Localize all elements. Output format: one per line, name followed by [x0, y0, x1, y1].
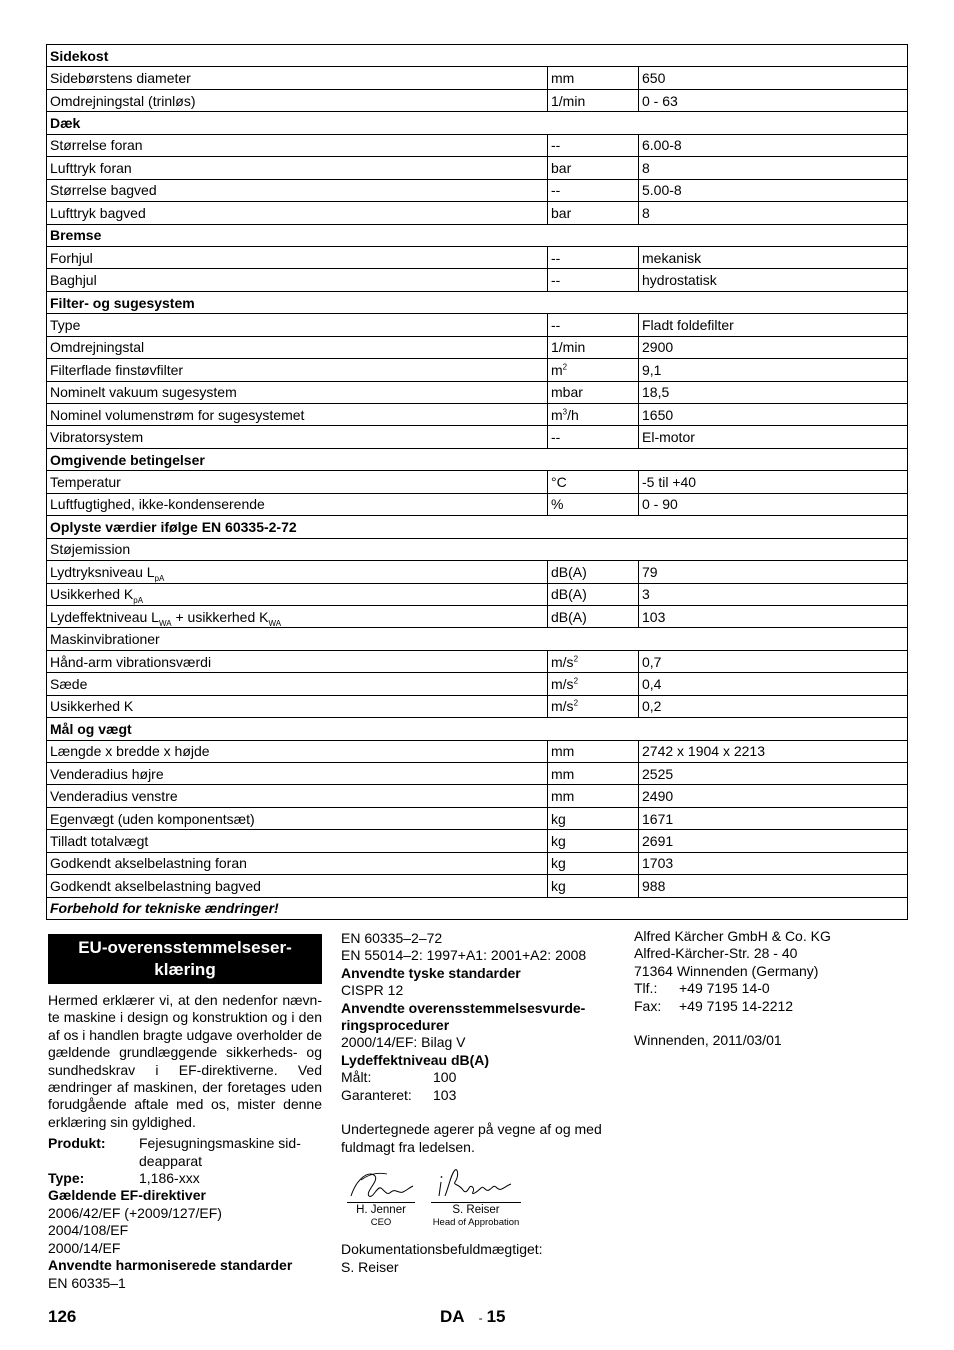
table-row	[47, 179, 908, 201]
cell-unit	[548, 875, 639, 897]
table-row	[47, 763, 908, 785]
cell-unit	[548, 740, 639, 762]
cell-label	[47, 269, 548, 291]
table-row	[47, 269, 908, 291]
cell-unit	[548, 605, 639, 627]
unit-text: mm	[551, 788, 575, 805]
sound-level-heading: Lydeffektniveau dB(A)	[341, 1051, 490, 1068]
declaration-heading: EU-overensstemmelseser-klæring	[48, 934, 322, 984]
table-row	[47, 157, 908, 179]
cell-value: 650	[639, 67, 908, 89]
guaranteed-label: Garanteret:	[341, 1086, 412, 1103]
unit-text: 1/min	[551, 92, 586, 109]
cell-unit	[548, 695, 639, 717]
unit-text: --	[551, 316, 561, 333]
harmonised-item: EN 55014–2: 1997+A1: 2001+A2: 2008	[341, 947, 587, 964]
directive-item: 2000/14/EF	[48, 1239, 121, 1256]
technical-data-table	[46, 44, 908, 920]
label-text: Vibratorsystem	[50, 429, 144, 446]
harmonised-item: EN 60335–2–72	[341, 930, 443, 946]
product-row	[48, 1135, 322, 1170]
table-section-row	[47, 45, 908, 67]
measured-label: Målt:	[341, 1069, 372, 1086]
cell-label	[47, 740, 548, 762]
footer-language-page	[440, 1307, 505, 1328]
label-text: Temperatur	[50, 474, 121, 491]
table-row	[47, 314, 908, 336]
type-value: 1,186-xxx	[139, 1170, 200, 1187]
unit-text: dB(A)	[551, 563, 587, 580]
unit-superscript: 3	[562, 407, 568, 417]
cell-label	[47, 852, 548, 874]
signer1-role: CEO	[370, 1217, 392, 1229]
cell-label	[47, 157, 548, 179]
cell-unit	[548, 202, 639, 224]
cell-value: El-motor	[639, 426, 908, 448]
company-street: Alfred-Kärcher-Str. 28 - 40	[634, 945, 798, 962]
signatures	[341, 1166, 621, 1230]
page-number: 126	[48, 1307, 77, 1326]
label-text: Tilladt totalvægt	[50, 833, 149, 850]
unit-text: m	[551, 406, 563, 423]
section-heading: Omgivende betingelser	[47, 448, 908, 470]
section-heading: Bremse	[47, 224, 908, 246]
cell-unit	[548, 493, 639, 515]
german-standard-item: CISPR 12	[341, 982, 404, 999]
cell-unit	[548, 381, 639, 403]
cell-value: 8	[639, 157, 908, 179]
label-text: Omdrejningstal	[50, 339, 145, 356]
cell-unit	[548, 650, 639, 672]
cell-label	[47, 875, 548, 897]
fax-value: +49 7195 14-2212	[679, 997, 794, 1014]
cell-value: 2900	[639, 336, 908, 358]
footer-dash: -	[478, 1311, 483, 1325]
cell-label	[47, 202, 548, 224]
cell-label	[47, 561, 548, 583]
unit-text: kg	[551, 877, 566, 894]
phone-label: Tlf.:	[634, 980, 658, 997]
cell-unit	[548, 673, 639, 695]
cell-label	[47, 830, 548, 852]
table-row	[47, 359, 908, 381]
table-row	[47, 830, 908, 852]
cell-unit	[548, 404, 639, 426]
table-row	[47, 673, 908, 695]
cell-unit	[548, 157, 639, 179]
section-heading: Dæk	[47, 112, 908, 134]
label-text: + usikkerhed K	[171, 608, 269, 625]
label-text: Egenvægt (uden komponentsæt)	[50, 810, 255, 827]
unit-text: --	[551, 182, 561, 199]
unit-text: m	[551, 361, 563, 378]
label-text: Forhjul	[50, 249, 93, 266]
cell-value: hydrostatisk	[639, 269, 908, 291]
cell-label	[47, 179, 548, 201]
unit-superscript: 2	[573, 653, 579, 663]
unit-text: mm	[551, 70, 575, 87]
cell-value: 6.00-8	[639, 134, 908, 156]
unit-text: --	[551, 429, 561, 446]
table-row	[47, 583, 908, 605]
table-row	[47, 561, 908, 583]
label-text: Venderadius venstre	[50, 788, 178, 805]
table-row	[47, 336, 908, 358]
measured-row	[341, 1069, 621, 1086]
table-section-row	[47, 628, 908, 650]
cell-label	[47, 807, 548, 829]
unit-text: --	[551, 249, 561, 266]
german-standards-heading: Anvendte tyske standarder	[341, 964, 521, 981]
label-text: Lufttryk bagved	[50, 204, 146, 221]
unit-superscript: 2	[573, 698, 579, 708]
table-row	[47, 134, 908, 156]
footer-local-page: 15	[486, 1307, 506, 1326]
cell-value: 8	[639, 202, 908, 224]
unit-text: 1/min	[551, 339, 586, 356]
cell-label	[47, 493, 548, 515]
phone-row	[634, 980, 914, 997]
cell-label	[47, 650, 548, 672]
label-subscript: WA	[268, 618, 282, 628]
table-row	[47, 246, 908, 268]
cell-label	[47, 785, 548, 807]
table-section-row	[47, 448, 908, 470]
cell-value: 3	[639, 583, 908, 605]
section-heading: Filter- og sugesystem	[47, 291, 908, 313]
unit-text: --	[551, 272, 561, 289]
cell-value: 1671	[639, 807, 908, 829]
table-section-row	[47, 718, 908, 740]
label-text: Størrelse foran	[50, 137, 143, 154]
signature-reiser-mark	[431, 1166, 521, 1202]
table-section-row	[47, 538, 908, 560]
label-text: Lufttryk foran	[50, 159, 132, 176]
unit-text: dB(A)	[551, 586, 587, 603]
cell-value: 2742 x 1904 x 2213	[639, 740, 908, 762]
documentation-label: Dokumentationsbefuldmægtiget:	[341, 1241, 543, 1258]
cell-unit	[548, 134, 639, 156]
label-text: Luftfugtighed, ikke-kondenserende	[50, 496, 265, 513]
cell-label	[47, 336, 548, 358]
cell-unit	[548, 314, 639, 336]
label-subscript: pA	[133, 596, 144, 606]
table-row	[47, 471, 908, 493]
cell-unit	[548, 852, 639, 874]
unit-text: bar	[551, 159, 572, 176]
subsection-heading: Støjemission	[47, 538, 908, 560]
footer-language: DA	[440, 1307, 465, 1326]
cell-unit	[548, 89, 639, 111]
cell-value: 0 - 90	[639, 493, 908, 515]
cell-unit	[548, 471, 639, 493]
label-text: Godkendt akselbelastning bagved	[50, 877, 261, 894]
fax-row	[634, 998, 914, 1015]
cell-label	[47, 605, 548, 627]
type-row	[48, 1170, 322, 1187]
cell-label	[47, 246, 548, 268]
cell-value: Fladt foldefilter	[639, 314, 908, 336]
table-row	[47, 67, 908, 89]
unit-text: --	[551, 137, 561, 154]
cell-value: 9,1	[639, 359, 908, 381]
unit-text: kg	[551, 810, 566, 827]
cell-label	[47, 134, 548, 156]
label-text: Filterflade finstøvfilter	[50, 361, 184, 378]
cell-label	[47, 359, 548, 381]
declaration-column-2	[341, 930, 621, 1276]
cell-unit	[548, 583, 639, 605]
procedure-value: 2000/14/EF: Bilag V	[341, 1034, 466, 1051]
cell-value: 79	[639, 561, 908, 583]
unit-text: m/s	[551, 675, 574, 692]
section-heading: Mål og vægt	[47, 718, 908, 740]
cell-value: 988	[639, 875, 908, 897]
unit-superscript: 2	[573, 676, 579, 686]
harmonised-heading: Anvendte harmoniserede standarder	[48, 1257, 293, 1274]
table-row	[47, 785, 908, 807]
cell-unit	[548, 763, 639, 785]
label-text: Lydtryksniveau L	[50, 563, 155, 580]
label-text: Nominelt vakuum sugesystem	[50, 384, 237, 401]
table-section-row	[47, 516, 908, 538]
cell-label	[47, 471, 548, 493]
phone-value: +49 7195 14-0	[679, 980, 770, 997]
directives-heading: Gældende EF-direktiver	[48, 1187, 206, 1204]
cell-unit	[548, 359, 639, 381]
table-section-row	[47, 112, 908, 134]
table-row	[47, 740, 908, 762]
cell-unit	[548, 807, 639, 829]
cell-unit	[548, 246, 639, 268]
cell-value: 103	[639, 605, 908, 627]
label-text: Usikkerhed K	[50, 698, 134, 715]
label-text: Type	[50, 316, 81, 333]
unit-text: mm	[551, 765, 575, 782]
unit-text: kg	[551, 855, 566, 872]
measured-value: 100	[433, 1069, 457, 1086]
cell-unit	[548, 336, 639, 358]
signature-jenner	[347, 1166, 415, 1229]
product-label: Produkt:	[48, 1135, 106, 1152]
cell-unit	[548, 561, 639, 583]
cell-value: 1703	[639, 852, 908, 874]
table-row	[47, 202, 908, 224]
table-section-row	[47, 291, 908, 313]
table-row	[47, 404, 908, 426]
signatory-text: Undertegnede agerer på vegne af og med fuldmagt fra ledelsen.	[341, 1121, 602, 1155]
label-text: Hånd-arm vibrationsværdi	[50, 653, 212, 670]
subsection-heading: Maskinvibrationer	[47, 628, 908, 650]
type-label: Type:	[48, 1170, 85, 1187]
label-subscript: pA	[154, 573, 165, 583]
section-heading: Sidekost	[47, 45, 908, 67]
directive-item: 2006/42/EF (+2009/127/EF)	[48, 1204, 222, 1221]
cell-label	[47, 67, 548, 89]
cell-unit	[548, 426, 639, 448]
documentation-name: S. Reiser	[341, 1258, 399, 1275]
table-section-row	[47, 897, 908, 919]
label-text: Lydeffektniveau L	[50, 608, 159, 625]
cell-label	[47, 695, 548, 717]
unit-superscript: 2	[562, 362, 568, 372]
harmonised-item: EN 60335–1	[48, 1274, 126, 1291]
cell-value: 2490	[639, 785, 908, 807]
unit-text: kg	[551, 833, 566, 850]
cell-value: 2525	[639, 763, 908, 785]
cell-value: -5 til +40	[639, 471, 908, 493]
unit-text: /h	[567, 406, 579, 423]
declaration-column-1	[48, 934, 322, 1292]
place-date: Winnenden, 2011/03/01	[634, 1032, 782, 1049]
label-subscript: WA	[158, 618, 172, 628]
cell-label	[47, 583, 548, 605]
label-text: Venderadius højre	[50, 765, 164, 782]
cell-unit	[548, 179, 639, 201]
company-city: 71364 Winnenden (Germany)	[634, 962, 819, 979]
label-text: Størrelse bagved	[50, 182, 157, 199]
table-note: Forbehold for tekniske ændringer!	[47, 897, 908, 919]
table-row	[47, 875, 908, 897]
signature-reiser	[431, 1166, 521, 1229]
unit-text: mm	[551, 743, 575, 760]
declaration-column-3	[634, 928, 914, 1050]
guaranteed-row	[341, 1087, 621, 1104]
cell-value: 2691	[639, 830, 908, 852]
cell-value: 5.00-8	[639, 179, 908, 201]
directive-item: 2004/108/EF	[48, 1222, 129, 1239]
label-text: Sæde	[50, 675, 88, 692]
unit-text: mbar	[551, 384, 583, 401]
table-row	[47, 381, 908, 403]
label-text: Længde x bredde x højde	[50, 743, 210, 760]
declaration-intro: Hermed erklærer vi, at den nedenfor nævn-te maskine i design og konstruktion og i den af os i handlen bragte udgave overholder de gældende grundlæggende sikkerheds- og sundhedskrav i EF-direktiverne. Ved ændringer af maskinen, der foretages uden forudgående aftale med os, mister denne erklæring sin gyldighed.	[48, 992, 322, 1130]
table-row	[47, 493, 908, 515]
unit-text: %	[551, 496, 564, 513]
signer2-role: Head of Approbation	[432, 1217, 520, 1229]
unit-text: m/s	[551, 653, 574, 670]
label-text: Usikkerhed K	[50, 586, 134, 603]
table-row	[47, 89, 908, 111]
cell-label	[47, 673, 548, 695]
signer1-name: H. Jenner	[347, 1202, 415, 1217]
cell-value: 0,7	[639, 650, 908, 672]
technical-data-body	[47, 45, 908, 920]
label-text: Godkendt akselbelastning foran	[50, 855, 247, 872]
signer2-name: S. Reiser	[431, 1202, 521, 1217]
cell-value: 0,2	[639, 695, 908, 717]
table-section-row	[47, 224, 908, 246]
cell-value: 0,4	[639, 673, 908, 695]
company-name: Alfred Kärcher GmbH & Co. KG	[634, 928, 831, 944]
procedure-heading: Anvendte overensstemmelsesvurde-ringsprocedurer	[341, 999, 586, 1034]
cell-value: 1650	[639, 404, 908, 426]
cell-value: 18,5	[639, 381, 908, 403]
cell-label	[47, 314, 548, 336]
cell-label	[47, 426, 548, 448]
cell-value: mekanisk	[639, 246, 908, 268]
label-text: Baghjul	[50, 272, 97, 289]
unit-text: m/s	[551, 698, 574, 715]
signature-jenner-mark	[347, 1166, 415, 1202]
cell-label	[47, 89, 548, 111]
table-row	[47, 807, 908, 829]
product-value: Fejesugningsmaskine sid-deapparat	[139, 1135, 301, 1169]
cell-label	[47, 381, 548, 403]
label-text: Nominel volumenstrøm for sugesystemet	[50, 406, 305, 423]
table-row	[47, 852, 908, 874]
guaranteed-value: 103	[433, 1086, 457, 1103]
unit-text: °C	[551, 474, 567, 491]
cell-unit	[548, 830, 639, 852]
fax-label: Fax:	[634, 997, 662, 1014]
section-heading: Oplyste værdier ifølge EN 60335-2-72	[47, 516, 908, 538]
cell-label	[47, 763, 548, 785]
cell-unit	[548, 269, 639, 291]
label-text: Omdrejningstal (trinløs)	[50, 92, 196, 109]
table-row	[47, 695, 908, 717]
table-row	[47, 605, 908, 627]
table-row	[47, 650, 908, 672]
cell-value: 0 - 63	[639, 89, 908, 111]
cell-unit	[548, 67, 639, 89]
cell-unit	[548, 785, 639, 807]
unit-text: bar	[551, 204, 572, 221]
unit-text: dB(A)	[551, 608, 587, 625]
label-text: Sidebørstens diameter	[50, 70, 191, 87]
table-row	[47, 426, 908, 448]
cell-label	[47, 404, 548, 426]
